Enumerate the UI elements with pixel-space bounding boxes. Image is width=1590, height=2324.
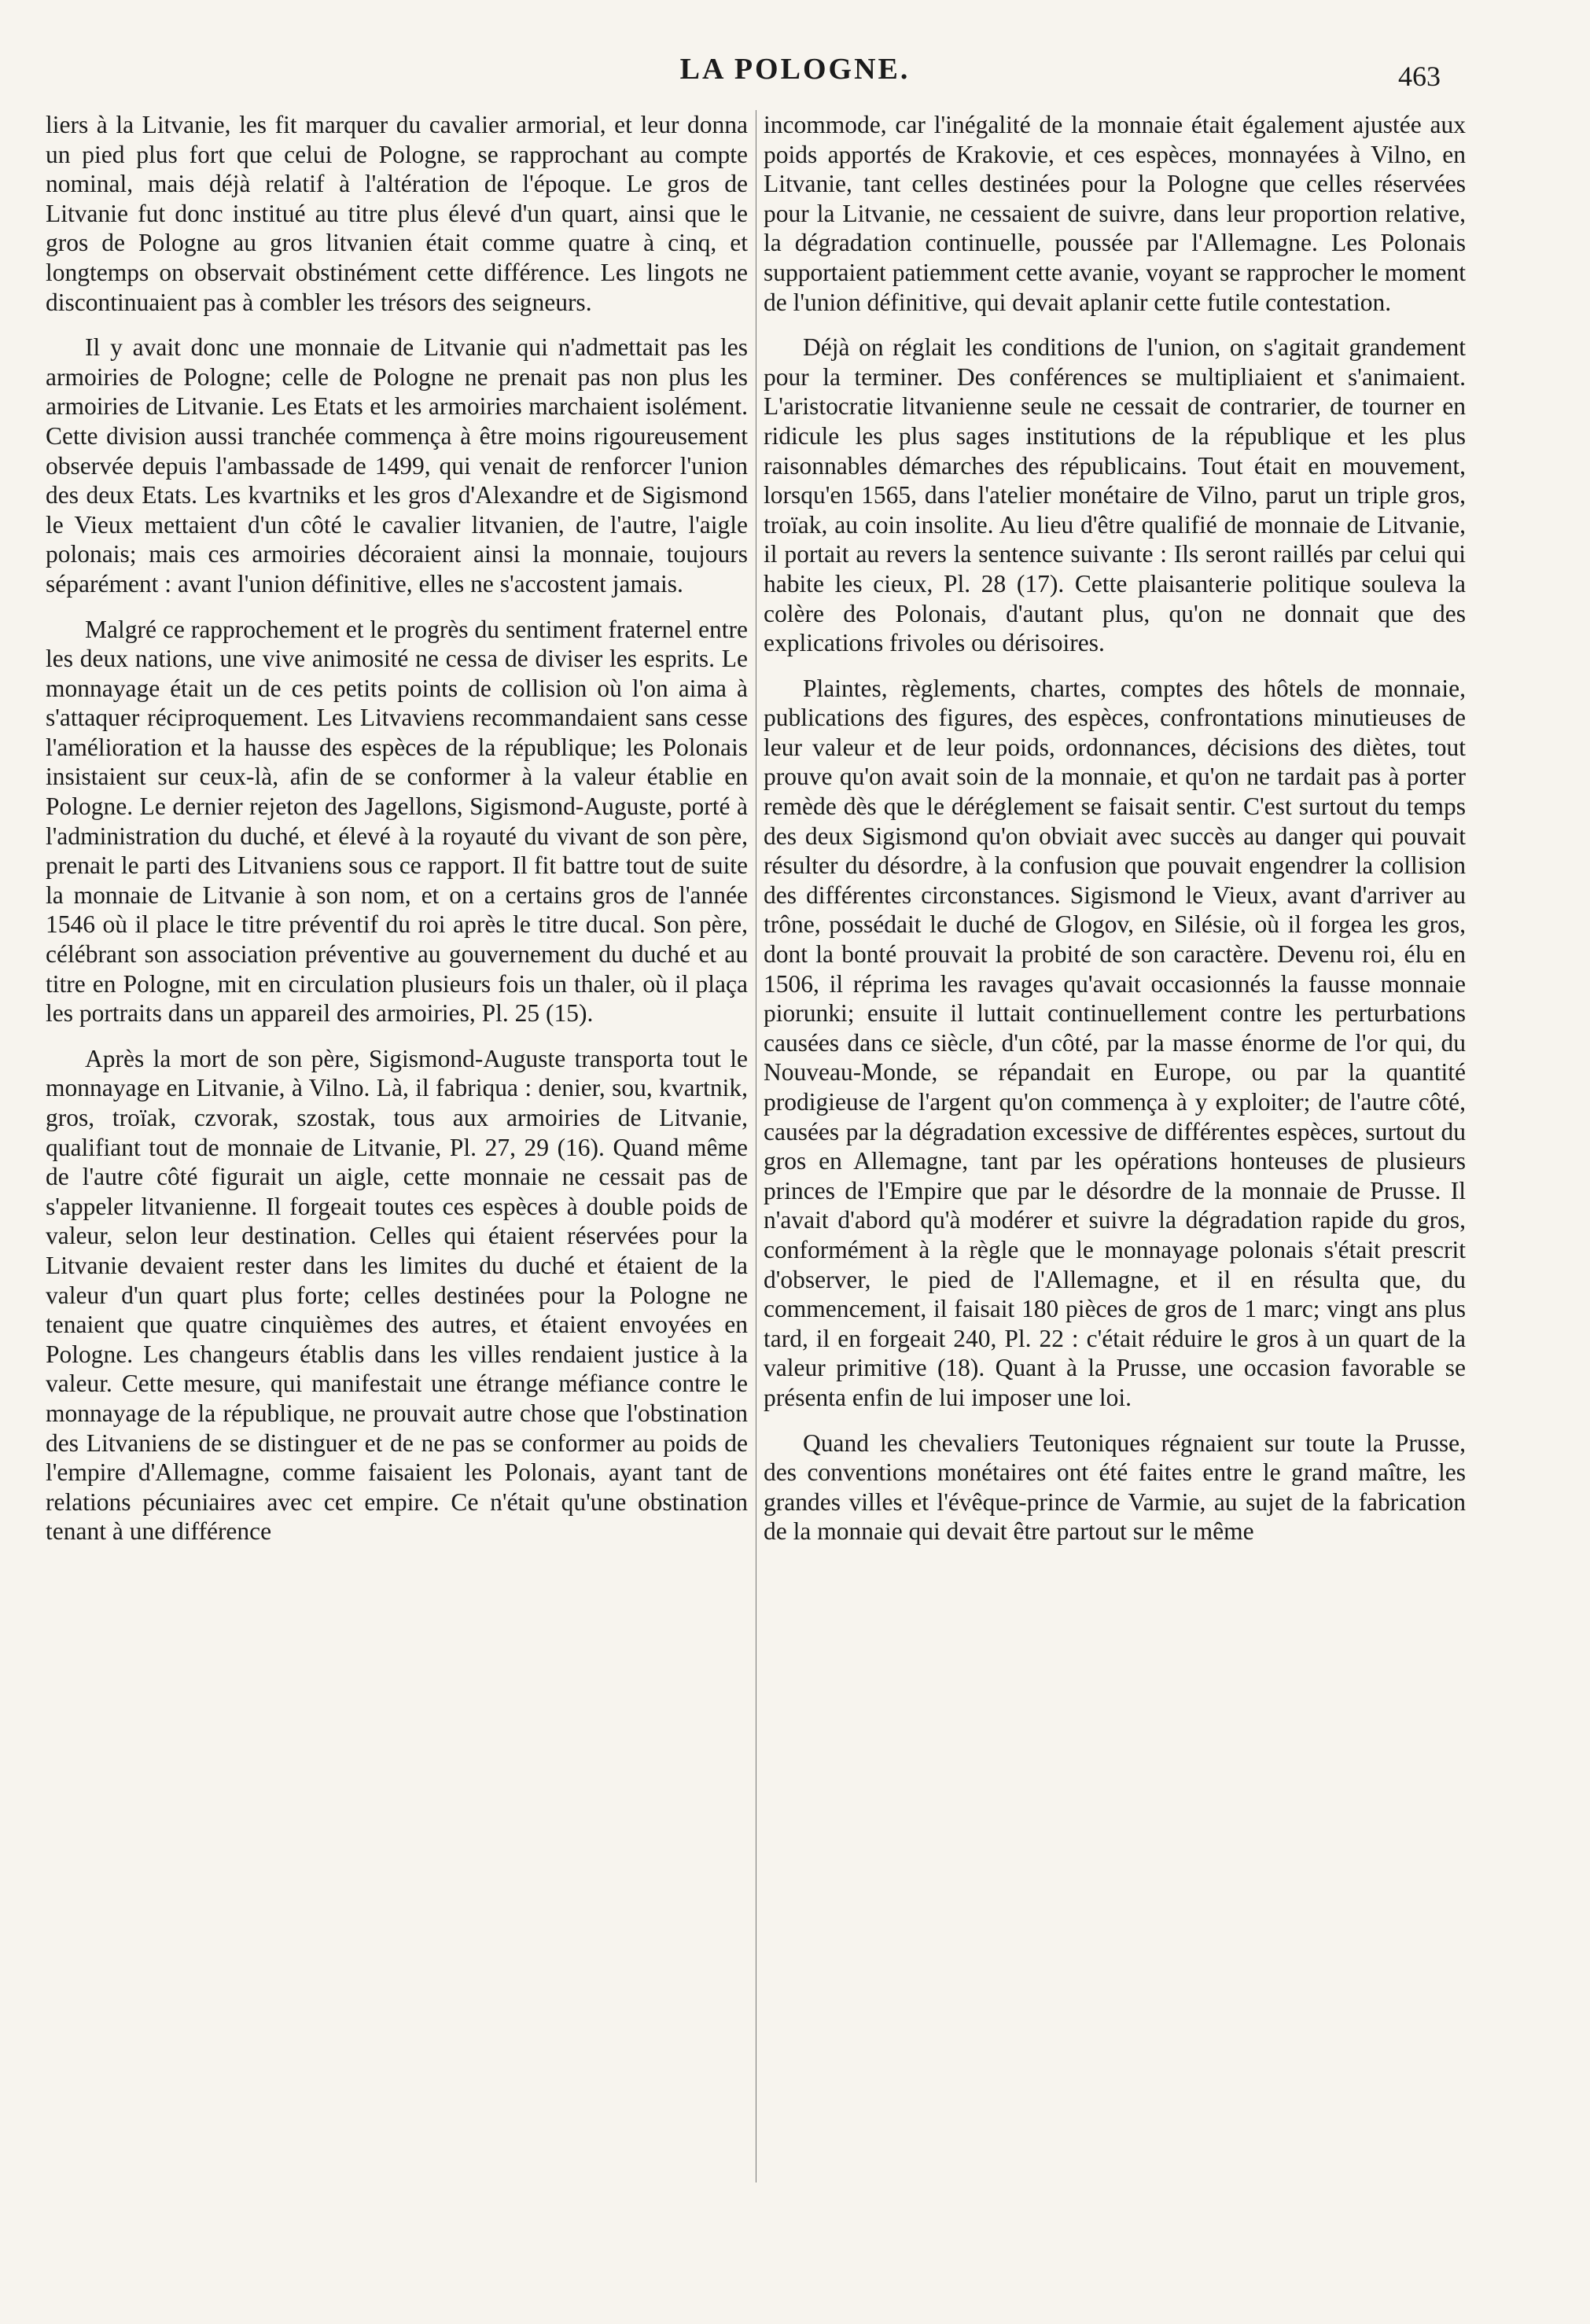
left-column — [46, 110, 748, 2186]
paragraph: Après la mort de son père, Sigismond-Auguste transporta tout le monnayage en Litvanie, à Vilno. Là, il fabriqua : denier, sou, kvartnik, gros, troïak, czvorak, szostak, tous aux armoiries de Litvanie, qualifiant tout de monnaie de Litvanie, Pl. 27, 29 (16). Quand même de l'autre côté figurait un aigle, cette monnaie ne cessait pas de s'appeler litvanienne. Il forgeait toutes ces espèces à double poids de valeur, selon leur destination. Celles qui étaient réservées pour la Litvanie devaient rester dans les limites du duché et étaient de la valeur d'un quart plus forte; celles destinées pour la Pologne ne tenaient que quatre cinquièmes des autres, et étaient envoyées en Pologne. Les changeurs établis dans les villes rendaient justice à la valeur. Cette mesure, qui manifestait une étrange méfiance contre le monnayage de la république, ne prouvait autre chose que l'obstination des Litvaniens de se distinguer et de ne pas se conformer au poids de l'empire d'Allemagne, comme faisaient les Polonais, ayant tant de relations pécuniaires avec cet empire. Ce n'était qu'une obstination tenant à une différence — [46, 1044, 748, 1546]
paragraph: Il y avait donc une monnaie de Litvanie qui n'admettait pas les armoiries de Pologne; celle de Pologne ne prenait pas non plus les armoiries de Litvanie. Les Etats et les armoiries marchaient isolément. Cette division aussi tranchée commença à être moins rigoureusement observée depuis l'ambassade de 1499, qui venait de renforcer l'union des deux Etats. Les kvartniks et les gros d'Alexandre et de Sigismond le Vieux mettaient d'un côté le cavalier litvanien, de l'autre, l'aigle polonais; mais ces armoiries décoraient ainsi la monnaie, toujours séparément : avant l'union définitive, elles ne s'accostent jamais. — [46, 333, 748, 598]
right-column — [764, 110, 1466, 2186]
running-title: LA POLOGNE. — [679, 53, 911, 86]
running-head — [0, 52, 1590, 91]
paragraph: Malgré ce rapprochement et le progrès du sentiment fraternel entre les deux nations, une vive animosité ne cessa de diviser les esprits. Le monnayage était un de ces petits points de collision où l'on aima à s'attaquer réciproquement. Les Litvaviens recommandaient sans cesse l'amélioration et la hausse des espèces de la république; les Polonais insistaient sur ceux-là, afin de se conformer à la valeur établie en Pologne. Le dernier rejeton des Jagellons, Sigismond-Auguste, porté à l'administration du duché, et élevé à la royauté du vivant de son père, prenait le parti des Litvaniens sous ce rapport. Il fit battre tout de suite la monnaie de Litvanie à son nom, et on a certains gros de l'année 1546 où il place le titre préventif du roi après le titre ducal. Son père, célébrant son association préventive au gouvernement du duché et au titre en Pologne, mit en circulation plusieurs fois un thaler, où il plaça les portraits dans un appareil des armoiries, Pl. 25 (15). — [46, 615, 748, 1028]
paragraph: incommode, car l'inégalité de la monnaie était également ajustée aux poids apportés de Krakovie, et ces espèces, monnayées à Vilno, en Litvanie, tant celles destinées pour la Pologne que celles réservées pour la Litvanie, ne cessaient de suivre, dans leur proportion relative, la dégradation continuelle, poussée par l'Allemagne. Les Polonais supportaient patiemment cette avanie, voyant se rapprocher le moment de l'union définitive, qui devait aplanir cette futile contestation. — [764, 111, 1466, 316]
paragraph: liers à la Litvanie, les fit marquer du cavalier armorial, et leur donna un pied plus fort que celui de Pologne, se rapprochant au compte nominal, mais déjà relatif à l'altération de l'époque. Le gros de Litvanie fut donc institué au titre plus élevé d'un quart, ainsi que le gros de Pologne au gros litvanien était comme quatre à cinq, et longtemps on observait obstinément cette différence. Les lingots ne discontinuaient pas à combler les trésors des seigneurs. — [46, 111, 748, 316]
text-columns — [46, 110, 1466, 2186]
paragraph: Plaintes, règlements, chartes, comptes des hôtels de monnaie, publications des figures, des espèces, confrontations minutieuses de leur valeur et de leur poids, ordonnances, décisions des diètes, tout prouve qu'on avait soin de la monnaie, et qu'on ne tardait pas à porter remède dès que le déréglement se faisait sentir. C'est surtout du temps des deux Sigismond qu'on obviait avec succès au danger qui pouvait résulter du désordre, à la confusion que pouvait engendrer la collision des différentes circonstances. Sigismond le Vieux, avant d'arriver au trône, possédait le duché de Glogov, en Silésie, où il forgea les gros, dont la bonté prouvait la probité de son caractère. Devenu roi, élu en 1506, il réprima les ravages qu'avait occasionnés la fausse monnaie piorunki; ensuite il luttait continuellement contre les perturbations causées dans ce siècle, d'un côté, par la masse énorme de l'or qui, du Nouveau-Monde, se répandait en Europe, ou par la quantité prodigieuse de l'argent qu'on commença à y exploiter; de l'autre côté, causées par la dégradation excessive de différentes espèces, surtout du gros en Allemagne, tant par les opérations honteuses de plusieurs princes de l'Empire que par le désordre de la monnaie de Prusse. Il n'avait d'abord qu'à modérer et suivre la dégradation rapide du gros, conformément à la règle que le monnayage polonais s'était prescrit d'observer, le pied de l'Allemagne, et il en résulta que, du commencement, il faisait 180 pièces de gros de 1 marc; vingt ans plus tard, il en forgeait 240, Pl. 22 : c'était réduire le gros à un quart de la valeur primitive (18). Quant à la Prusse, une occasion favorable se présenta enfin de lui imposer une loi. — [764, 674, 1466, 1411]
page-number: 463 — [1398, 61, 1441, 92]
paragraph: Déjà on réglait les conditions de l'union, on s'agitait grandement pour la terminer. Des conférences se multipliaient et s'animaient. L'aristocratie litvanienne seule ne cessait de contrarier, de tourner en ridicule les plus sages institutions de la république et les plus raisonnables démarches des républicains. Tout était en mouvement, lorsqu'en 1565, dans l'atelier monétaire de Vilno, parut un triple gros, troïak, au coin insolite. Au lieu d'être qualifié de monnaie de Litvanie, il portait au revers la sentence suivante : Ils seront raillés par celui qui habite les cieux, Pl. 28 (17). Cette plaisanterie politique souleva la colère des Polonais, d'autant plus, qu'on ne donnait que des explications frivoles ou dérisoires. — [764, 333, 1466, 657]
paragraph: Quand les chevaliers Teutoniques régnaient sur toute la Prusse, des conventions monétaires ont été faites entre le grand maître, les grandes villes et l'évêque-prince de Varmie, au sujet de la fabrication de la monnaie qui devait être partout sur le même — [764, 1429, 1466, 1546]
